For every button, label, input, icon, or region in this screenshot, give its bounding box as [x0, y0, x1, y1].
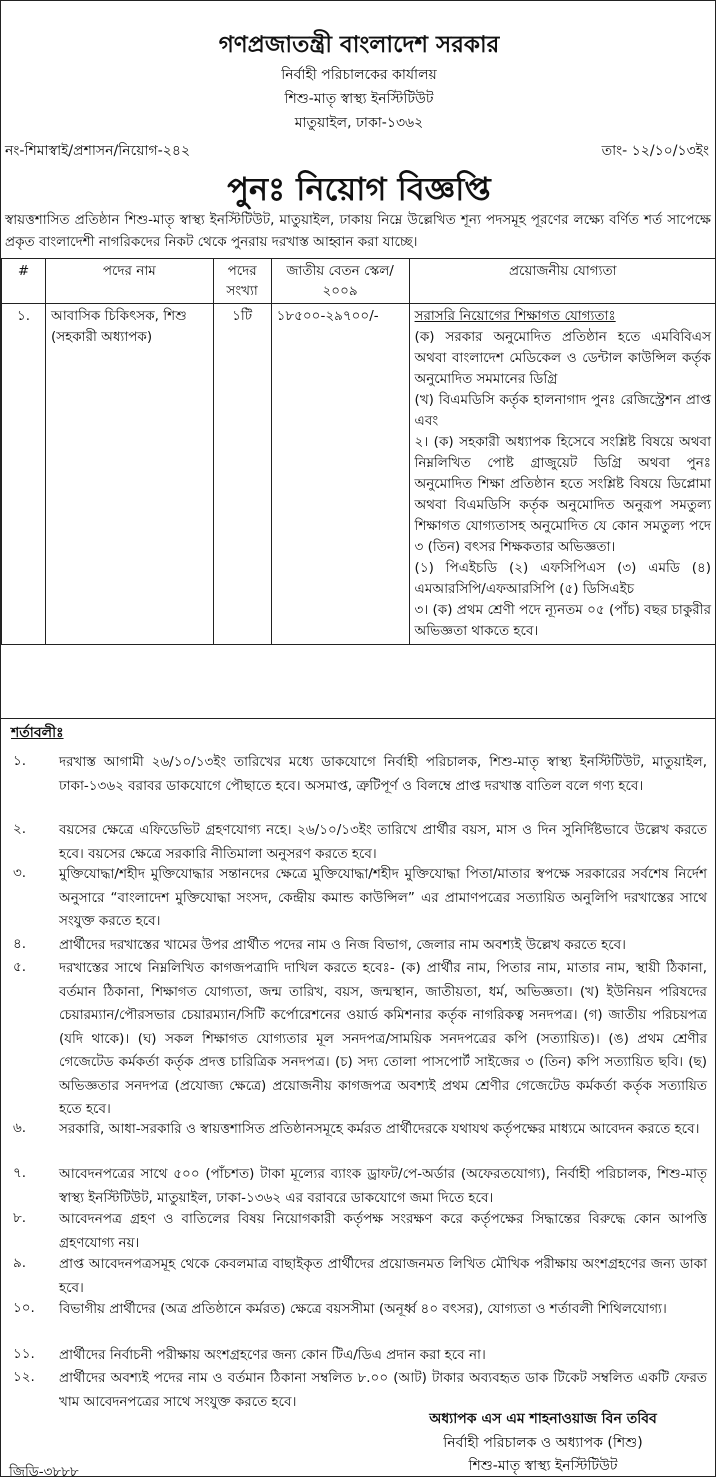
- term-number: ৭.: [13, 1165, 27, 1181]
- header-qualification: প্রয়োজনীয় যোগ্যতা: [409, 259, 716, 304]
- row-serial: ১.: [2, 304, 46, 645]
- government-title: গণপ্রজাতন্ত্রী বাংলাদেশ সরকার: [218, 32, 500, 58]
- terms-section: [1, 718, 716, 741]
- term-number: ১১.: [13, 1346, 35, 1362]
- term-text: দরখাস্তের সাথে নিম্নলিখিত কাগজপত্রাদি দাখিল করতে হবেঃ- (ক) প্রার্থীর নাম, পিতার নাম, মাতার নাম, স্থায়ী ঠিকানা, বর্তমান ঠিকানা, শিক্ষাগত যোগ্যতা, জন্ম তারিখ, বয়স, জন্মস্থান, জাতীয়তা, ধর্ম, অভিজ্ঞতা। (খ) ইউনিয়ন পরিষদের চেয়ারম্যান/পৌরসভার চেয়ারম্যান/সিটি কর্পোরেশনের ওয়ার্ড কমিশনার কর্তৃক নাগরিকত্ব সনদপত্র। (গ) জাতীয় পরিচয়পত্র (যদি থাকে)। (ঘ) সকল শিক্ষাগত যোগ্যতার মূল সনদপত্র/সাময়িক সনদপত্রের কপি (সত্যায়িত)। (ঙ) প্রথম শ্রেণীর গেজেটেড কর্মকর্তা কর্তৃক প্রদত্ত চারিত্রিক সনদপত্র। (চ) সদ্য তোলা পাসপোর্ট সাইজের ৩ (তিন) কপি সত্যায়িত ছবি। (ছ) অভিজ্ঞতার সনদপত্র (প্রযোজ্য ক্ষেত্রে) প্রয়োজনীয় কাগজপত্র অবশ্যই প্রথম শ্রেণীর গেজেটেড কর্মকর্তা কর্তৃক সত্যায়িত হতে হবে।: [59, 960, 707, 1117]
- table-row: [2, 304, 716, 645]
- term-number: ৬.: [13, 1120, 27, 1136]
- term-number: ৯.: [13, 1255, 27, 1271]
- table-header-row: [2, 259, 716, 304]
- term-number: ৪.: [13, 936, 27, 952]
- row-count: ১টি: [213, 304, 271, 645]
- qualification-item: (খ) বিএমডিসি কর্তৃক হালনাগাদ পুনঃ রেজিস্ট্রেশন প্রাপ্ত এবং: [414, 392, 711, 429]
- term-text: আবেদনপত্রের সাথে ৫০০ (পাঁচশত) টাকা মূল্যের ব্যাংক ড্রাফট/পে-অর্ডার (অফেরতযোগ্য), নির্বাহী পরিচালক, শিশু-মাতৃ স্বাস্থ্য ইনস্টিটিউট, মাতুয়াইল, ঢাকা-১৩৬২ এর বরাবরে ডাকযোগে জমা দিতে হবে।: [59, 1166, 707, 1206]
- header-count: পদের সংখ্যা: [213, 259, 271, 304]
- row-scale: ১৮৫০০-২৯৭০০/-: [271, 304, 409, 645]
- term-text: প্রাপ্ত আবেদনপত্রসমূহ থেকে কেবলমাত্র বাছাইকৃত প্রার্থীদের প্রয়োজনমত লিখিত মৌখিক পরীক্ষায় অংশগ্রহণের জন্য ডাকা হবে।: [59, 1256, 707, 1296]
- memo-number: নং-শিমাস্বাই/প্রশাসন/নিয়োগ-২৪২: [5, 143, 191, 159]
- header-serial: #: [2, 259, 46, 304]
- qualification-item: (১) পিএইচডি (২) এফসিপিএস (৩) এমডি (৪) এমআরসিপি/এফআরসিপি (৫) ডিসিএইচ: [414, 560, 711, 597]
- office-name: নির্বাহী পরিচালকের কার্যালয়: [281, 67, 437, 83]
- term-number: ৮.: [13, 1210, 27, 1226]
- posts-table: [1, 258, 716, 645]
- qualification-heading: সরাসরি নিয়োগের শিক্ষাগত যোগ্যতাঃ: [414, 308, 616, 324]
- row-post: আবাসিক চিকিৎসক, শিশু (সহকারী অধ্যাপক): [45, 304, 213, 645]
- qualification-item: (ক) সরকার অনুমোদিত প্রতিষ্ঠান হতে এমবিবিএস অথবা বাংলাদেশ মেডিকেল ও ডেন্টাল কাউন্সিল কর্তৃক অনুমোদিত সমমানের ডিগ্রি: [414, 329, 711, 387]
- header-post: পদের নাম: [45, 259, 213, 304]
- signatory-designation: নির্বাহী পরিচালক ও অধ্যাপক (শিশু): [443, 1435, 643, 1451]
- term-text: প্রার্থীদের দরখাস্তের খামের উপর প্রার্থীত পদের নাম ও নিজ বিভাগ, জেলার নাম অবশ্যই উল্লেখ করতে হবে।: [59, 937, 626, 953]
- term-text: আবেদনপত্র গ্রহণ ও বাতিলের বিষয় নিয়োগকারী কর্তৃপক্ষ সংরক্ষণ করে কর্তৃপক্ষের সিদ্ধান্তের বিরুদ্ধে কোন আপত্তি গ্রহণযোগ্য নয়।: [59, 1211, 707, 1251]
- signatory-institute: শিশু-মাতৃ স্বাস্থ্য ইনস্টিটিউট: [468, 1458, 618, 1474]
- term-number: ১২.: [13, 1369, 35, 1385]
- term-number: ২.: [13, 821, 27, 837]
- term-text: বিভাগীয় প্রার্থীদের (অত্র প্রতিষ্ঠানে কর্মরত) ক্ষেত্রে বয়সসীমা (অনূর্ধ্ব ৪০ বৎসর), যোগ্যতা ও শর্তাবলী শিথিলযোগ্য।: [59, 1301, 667, 1317]
- term-text: বয়সের ক্ষেত্রে এফিডেভিট গ্রহণযোগ্য নহে। ২৬/১০/১৩ইং তারিখে প্রার্থীর বয়স, মাস ও দিন সুনির্দিষ্টভাবে উল্লেখ করতে হবে। বয়সের ক্ষেত্রে সরকারি নীতিমালা অনুসরণ করতে হবে।: [59, 822, 707, 862]
- term-text: সরকারি, আধা-সরকারি ও স্বায়ত্তশাসিত প্রতিষ্ঠানসমূহে কর্মরত প্রার্থীদেরকে যথাযথ কর্তৃপক্ষের মাধ্যমে আবেদন করতে হবে।: [59, 1121, 700, 1137]
- memo-date: তাং- ১২/১০/১৩ইং: [601, 143, 709, 159]
- term-number: ১০.: [13, 1300, 35, 1316]
- qualification-item: ২। (ক) সহকারী অধ্যাপক হিসেবে সংশ্লিষ্ট বিষয়ে অথবা নিম্নলিখিত পোষ্ট গ্রাজুয়েট ডিগ্রি অথবা পুনঃ অনুমোদিত শিক্ষা প্রতিষ্ঠান হতে সংশ্লিষ্ট বিষয়ে ডিপ্লোমা অথবা বিএমডিসি কর্তৃক অনুমোদিত অনুরূপ সমতুল্য শিক্ষাগত যোগ্যতাসহ অনুমোদিত যে কোন সমতুল্য পদে ৩ (তিন) বৎসর শিক্ষকতার অভিজ্ঞতা।: [414, 434, 711, 555]
- term-number: ৫.: [13, 959, 27, 975]
- notice-title: পুনঃ নিয়োগ বিজ্ঞপ্তি: [227, 170, 491, 208]
- row-qualification: [409, 304, 716, 645]
- gd-number: জিডি-৩৮৮৮: [9, 1464, 79, 1477]
- term-number: ৩.: [13, 865, 27, 881]
- signatory-name: অধ্যাপক এস এম শাহনাওয়াজ বিন তবিব: [429, 1411, 657, 1427]
- institute-name: শিশু-মাতৃ স্বাস্থ্য ইনস্টিটিউট: [284, 91, 434, 107]
- header-scale: জাতীয় বেতন স্কেল/২০০৯: [271, 259, 409, 304]
- term-text: প্রার্থীদের অবশ্যই পদের নাম ও বর্তমান ঠিকানা সম্বলিত ৮.০০ (আট) টাকার অব্যবহৃত ডাক টিকেট সম্বলিত একটি ফেরত খাম আবেদনপত্রের সাথে সংযুক্ত করতে হবে।: [59, 1370, 707, 1410]
- term-text: প্রার্থীদের নির্বাচনী পরীক্ষায় অংশগ্রহণের জন্য কোন টিএ/ডিএ প্রদান করা হবে না।: [59, 1347, 486, 1363]
- institute-address: মাতুয়াইল, ঢাকা-১৩৬২: [294, 115, 424, 131]
- term-text: দরখাস্ত আগামী ২৬/১০/১৩ইং তারিখের মধ্যে ডাকযোগে নির্বাহী পরিচালক, শিশু-মাতৃ স্বাস্থ্য ইনস্টিটিউট, মাতুয়াইল, ঢাকা-১৩৬২ বরাবর ডাকযোগে পৌছাতে হবে। অসমাপ্ত, ত্রুটিপূর্ণ ও বিলম্বে প্রাপ্ত দরখাস্ত বাতিল বলে গণ্য হবে।: [59, 754, 707, 794]
- terms-heading: শর্তাবলীঃ: [11, 725, 64, 741]
- term-text: মুক্তিযোদ্ধা/শহীদ মুক্তিযোদ্ধার সন্তানদের ক্ষেত্রে মুক্তিযোদ্ধা/শহীদ মুক্তিযোদ্ধা পিতা/মাতার স্বপক্ষে সরকারের সর্বশেষ নির্দেশ অনুসারে “বাংলাদেশ মুক্তিযোদ্ধা সংসদ, কেন্দ্রীয় কমান্ড কাউন্সিল” এর প্রামাণপত্রের সত্যায়িত অনুলিপি দরখাস্তের সাথে সংযুক্ত করতে হবে।: [59, 866, 707, 929]
- intro-paragraph: স্বায়ত্তশাসিত প্রতিষ্ঠান শিশু-মাতৃ স্বাস্থ্য ইনস্টিটিউট, মাতুয়াইল, ঢাকায় নিম্নে উল্লেখিত শূন্য পদসমূহ পূরণের লক্ষ্যে বর্ণিত শর্ত সাপেক্ষে প্রকৃত বাংলাদেশী নাগরিকদের নিকট থেকে পুনরায় দরখাস্ত আহ্বান করা যাচ্ছে।: [5, 212, 711, 250]
- qualification-item: ৩। (ক) প্রথম শ্রেণী পদে ন্যূনতম ০৫ (পাঁচ) বছর চাকুরীর অভিজ্ঞতা থাকতে হবে।: [414, 602, 711, 639]
- term-number: ১.: [13, 753, 27, 769]
